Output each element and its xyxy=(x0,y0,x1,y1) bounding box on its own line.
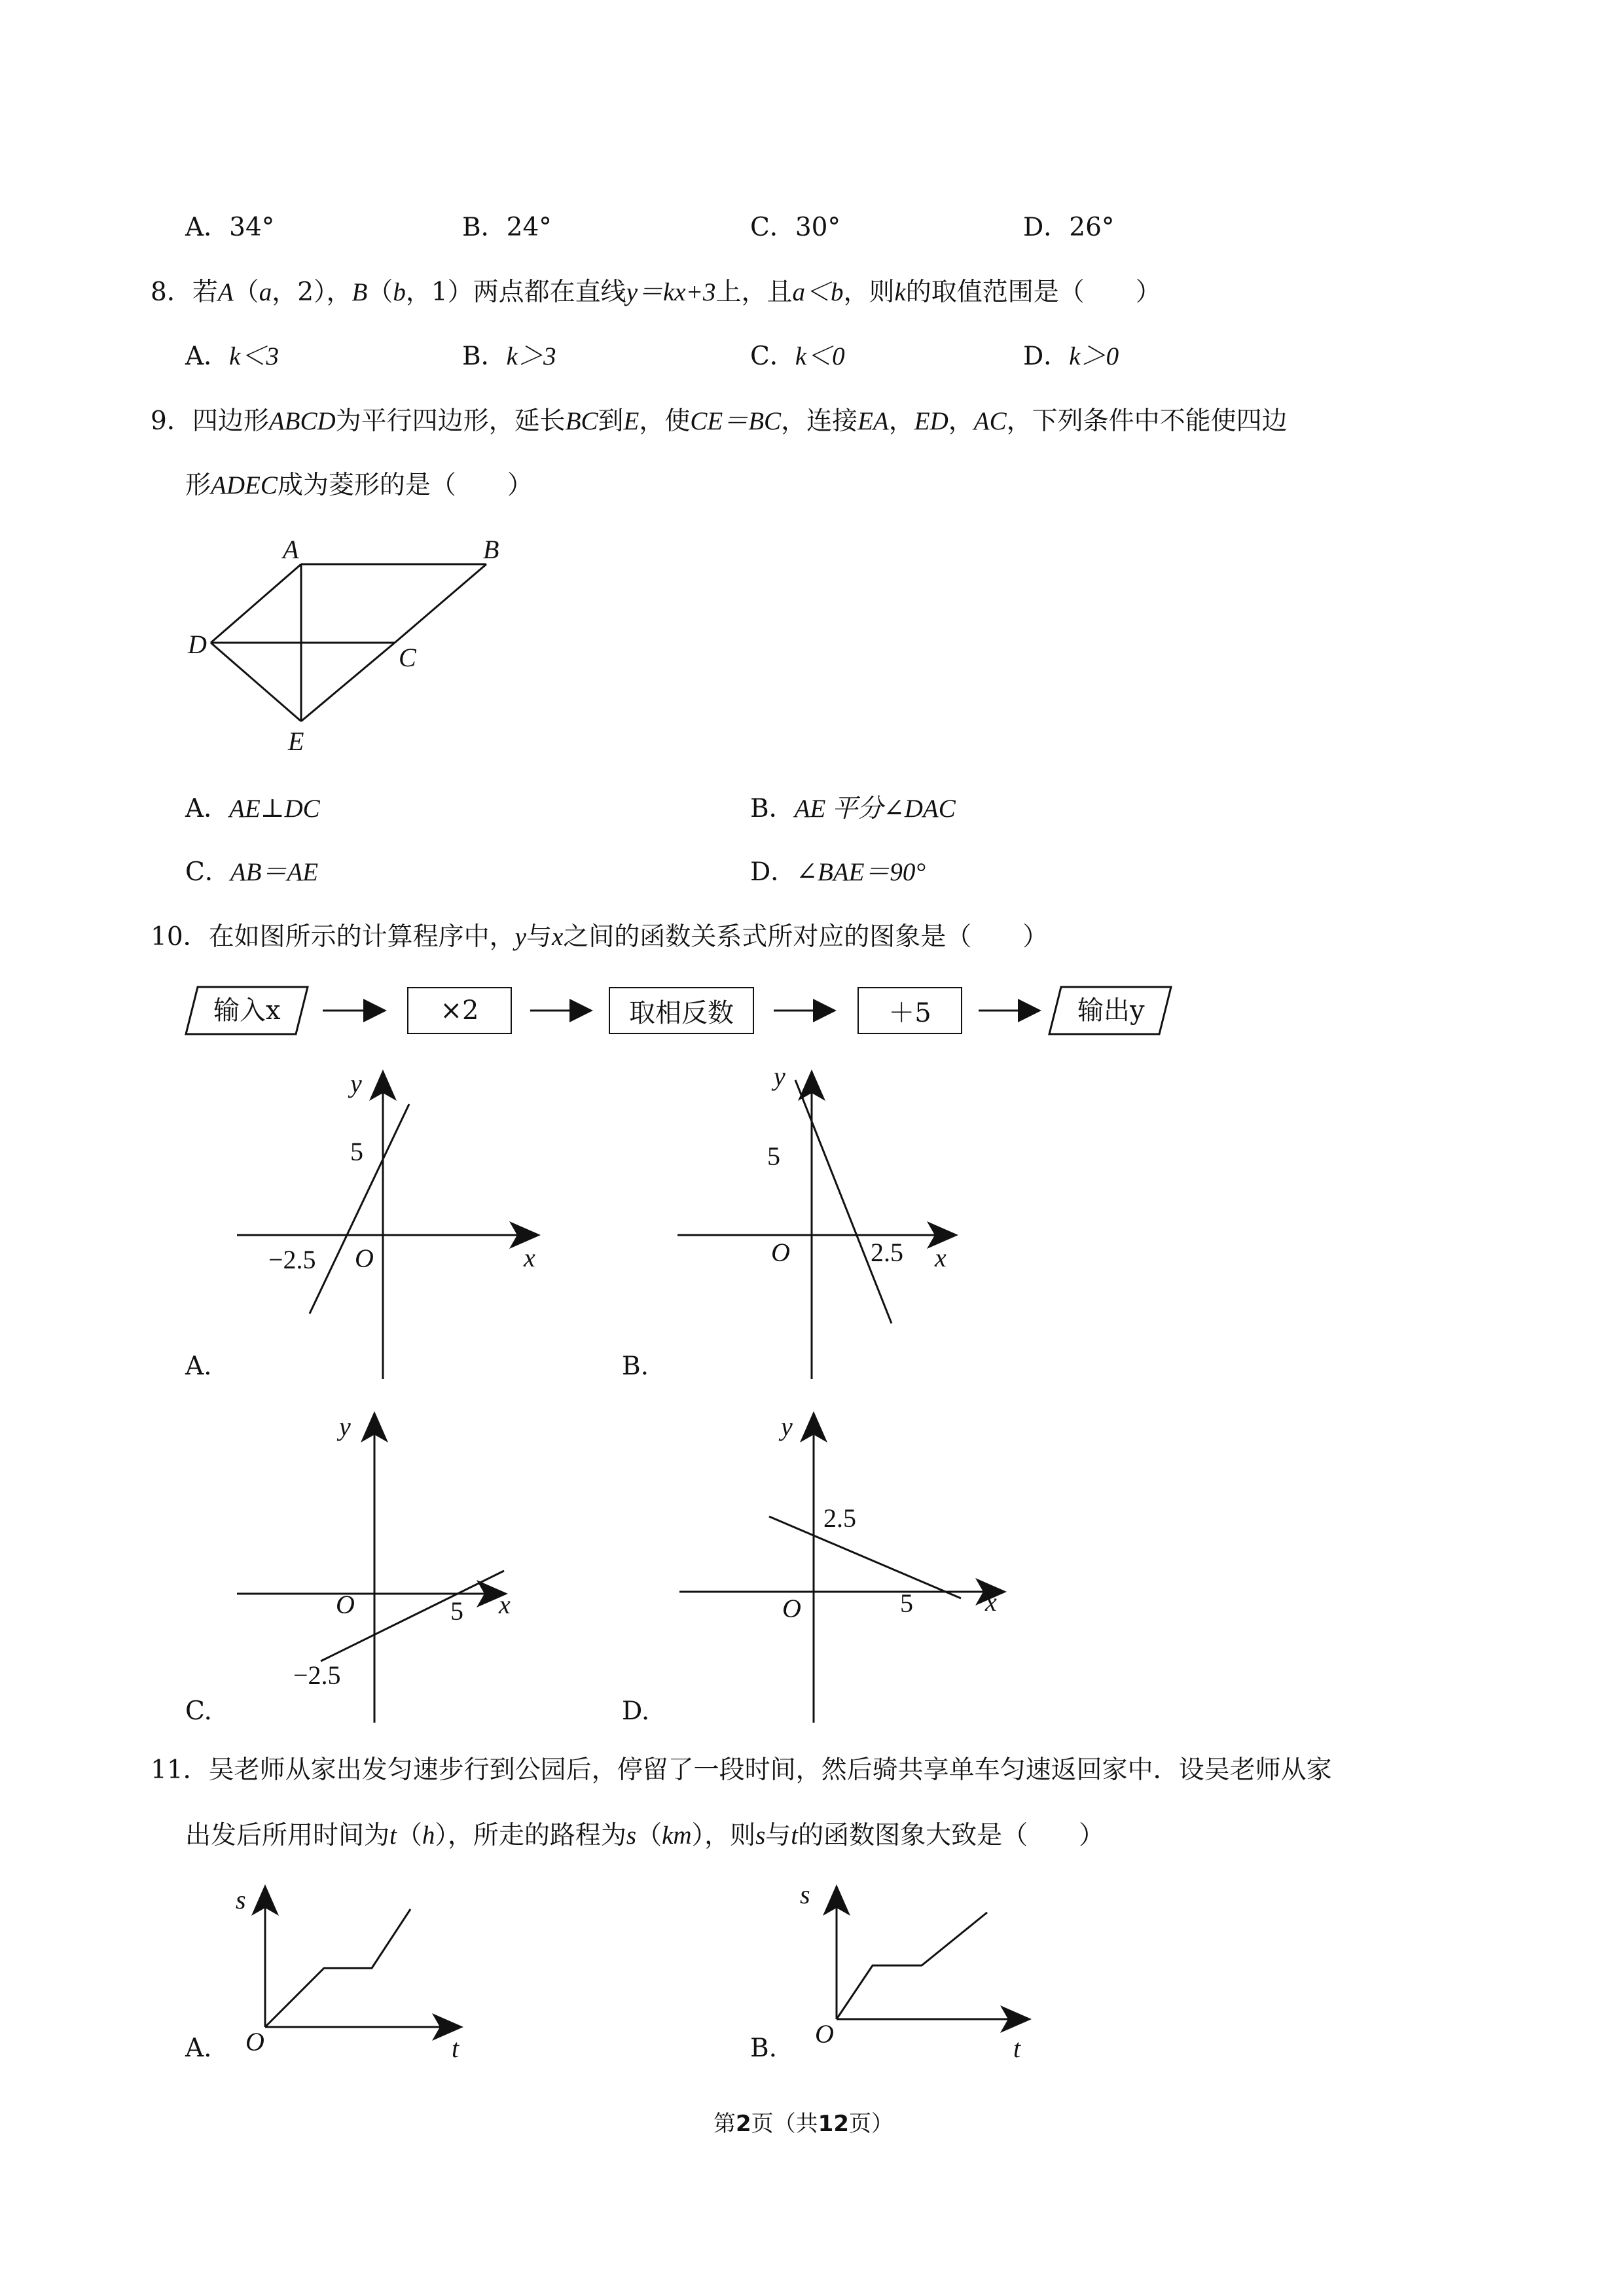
q8-option-c xyxy=(750,344,845,369)
q9-math: ABCD xyxy=(268,407,336,435)
q11-graph-a-letter: A. xyxy=(185,2034,212,2063)
q10-graph-d-label-25: 2.5 xyxy=(823,1503,856,1533)
q11-text: 的函数图象大致是（ ） xyxy=(798,1821,1105,1850)
q7-option-c xyxy=(750,215,840,240)
footer-text: 第 xyxy=(713,2111,736,2137)
q11-graph-b-line xyxy=(837,1912,987,2019)
q11-graph-b-x-label: t xyxy=(1013,2034,1021,2063)
q9-option-b-letter: B． xyxy=(750,794,795,823)
q9-math: ADEC xyxy=(211,471,278,499)
footer-text: 页（共 xyxy=(751,2111,818,2137)
q7-option-d-letter: D． xyxy=(1023,213,1070,242)
q9-text: 四边形 xyxy=(192,406,269,436)
q9-option-a xyxy=(185,796,320,821)
q9-text: 形 xyxy=(185,471,211,500)
q11-text: （ xyxy=(636,1821,662,1850)
q10-graph-c-origin: O xyxy=(336,1590,355,1619)
q9-option-a-text: AE⊥DC xyxy=(229,795,320,823)
q8-text: （ xyxy=(367,278,393,307)
q10-flow-times2: ×2 xyxy=(407,987,512,1034)
q10-graph-a-y-label: y xyxy=(350,1069,362,1098)
q8-text: ，2）， xyxy=(272,278,352,307)
q8-option-c-text: k＜0 xyxy=(795,342,845,370)
q8-text: ，则 xyxy=(843,278,895,307)
q9-text: ，下列条件中不能使四边 xyxy=(1006,406,1288,436)
q10-graph-a-letter: A. xyxy=(185,1352,212,1381)
q11-stem-line2 xyxy=(185,1823,1104,1848)
q9-option-a-letter: A． xyxy=(185,794,230,823)
q7-option-b-text: 24° xyxy=(506,213,552,242)
q10-graph-b-label-5: 5 xyxy=(767,1141,780,1171)
q10-graph-d-letter: D. xyxy=(622,1696,650,1726)
q10-graph-a-x-label: x xyxy=(524,1243,535,1272)
q9-option-b xyxy=(750,796,956,821)
q8-point-a: A xyxy=(217,278,234,306)
q9-label-d: D xyxy=(188,630,207,659)
q10-flow-plus5: ＋5 xyxy=(857,987,962,1034)
q9-seg-bc xyxy=(395,564,486,643)
q7-option-a-text: 34° xyxy=(229,213,275,242)
q9-option-c-text: AB＝AE xyxy=(230,858,319,886)
footer-total-pages: 12 xyxy=(818,2111,849,2137)
q8-option-d-letter: D． xyxy=(1023,342,1070,371)
q10-text: 与 xyxy=(526,922,552,952)
q10-graph-d-y-label: y xyxy=(781,1412,793,1441)
q9-seg-ad xyxy=(211,564,301,643)
q9-label-e: E xyxy=(288,726,304,756)
q10-stem xyxy=(151,924,1048,950)
q10-graph-b-y-label: y xyxy=(774,1062,785,1091)
q9-option-d xyxy=(750,859,926,885)
footer-text: 页） xyxy=(849,2111,893,2137)
q11-math: s xyxy=(626,1821,637,1850)
q10-graph-b-letter: B. xyxy=(622,1352,649,1381)
q8-option-a-text: k＜3 xyxy=(229,342,279,370)
q10-graph-b-line xyxy=(795,1080,892,1323)
q9-option-b-text: AE 平分∠DAC xyxy=(794,795,956,823)
q8-text: （ xyxy=(233,278,259,307)
q11-math: km xyxy=(662,1821,692,1850)
q9-stem-line2 xyxy=(185,473,533,498)
q8-option-c-letter: C． xyxy=(750,342,795,371)
q8-option-b-text: k＞3 xyxy=(506,342,556,370)
q10-graph-b-x-label: x xyxy=(935,1243,947,1272)
footer-page-number: 2 xyxy=(736,2111,751,2137)
q11-graph-a-y-label: s xyxy=(236,1885,246,1914)
q7-option-d-text: 26° xyxy=(1069,213,1115,242)
q11-graph-b-letter: B. xyxy=(750,2034,778,2063)
q7-option-b-letter: B． xyxy=(462,213,507,242)
q9-option-c-letter: C． xyxy=(185,857,230,887)
q8-option-b-letter: B． xyxy=(462,342,507,371)
q8-text: 上，且 xyxy=(715,278,793,307)
q8-option-d xyxy=(1023,344,1119,369)
q11-graph-b-y-label: s xyxy=(800,1880,810,1909)
q10-graph-d-line xyxy=(769,1516,961,1598)
q11-math: t xyxy=(389,1821,397,1850)
q8-option-a xyxy=(185,344,279,369)
q10-text: 在如图所示的计算程序中， xyxy=(208,922,515,952)
q10-graph-a-label-neg25: −2.5 xyxy=(268,1245,316,1274)
q11-math: h xyxy=(422,1821,435,1850)
q8-option-b xyxy=(462,344,556,369)
q11-number: 11． xyxy=(151,1755,209,1785)
q9-text: ，使 xyxy=(639,406,691,436)
q9-math: E xyxy=(623,407,640,435)
q9-text: ，连接 xyxy=(781,406,858,436)
q9-text: 到 xyxy=(598,406,624,436)
q11-text: 出发后所用时间为 xyxy=(185,1821,390,1850)
q9-math: EA xyxy=(857,407,889,435)
q9-label-b: B xyxy=(483,535,499,564)
q8-option-d-text: k＞0 xyxy=(1069,342,1119,370)
q10-text: 之间的函数关系式所对应的图象是（ ） xyxy=(563,922,1049,952)
q10-flow-input: 输入x xyxy=(213,996,281,1026)
q7-option-d xyxy=(1023,215,1114,240)
q9-option-d-text: ∠BAE＝90° xyxy=(796,858,926,886)
q10-graph-a-origin: O xyxy=(355,1244,374,1273)
q8-inequality: a＜b xyxy=(792,278,844,306)
q11-text: 吴老师从家出发匀速步行到公园后，停留了一段时间，然后骑共享单车匀速返回家中．设吴老师从家 xyxy=(208,1755,1332,1785)
q8-text: ，1）两点都在直线 xyxy=(405,278,626,307)
q9-number: 9． xyxy=(151,406,192,436)
q8-var-b: b xyxy=(393,278,406,306)
q7-option-b xyxy=(462,215,552,240)
q10-flow-negate: 取相反数 xyxy=(609,987,754,1034)
q10-graph-c-letter: C. xyxy=(185,1696,212,1726)
q8-equation: y＝kx+3 xyxy=(626,278,716,306)
q8-text: 若 xyxy=(192,278,218,307)
q9-label-a: A xyxy=(283,535,299,564)
q10-graph-b-origin: O xyxy=(771,1238,790,1267)
q9-math: CE＝BC xyxy=(690,407,782,435)
q8-var-a: a xyxy=(259,278,272,306)
q9-seg-ce xyxy=(301,643,395,721)
q10-graph-a-line xyxy=(310,1104,409,1314)
q11-graph-a-x-label: t xyxy=(452,2034,460,2063)
q10-graph-d-label-5: 5 xyxy=(900,1588,913,1618)
q11-graph-a-line xyxy=(265,1909,410,2027)
q9-text: 为平行四边形，延长 xyxy=(335,406,566,436)
q11-text: ），则 xyxy=(691,1821,756,1850)
q11-stem-line1 xyxy=(151,1757,1332,1783)
q7-option-a-letter: A． xyxy=(185,213,230,242)
q10-var-x: x xyxy=(551,923,564,951)
q10-flow-output: 输出y xyxy=(1077,996,1145,1026)
q10-graph-d-origin: O xyxy=(782,1594,801,1623)
q10-graph-c-label-neg25: −2.5 xyxy=(293,1660,341,1690)
q8-option-a-letter: A． xyxy=(185,342,230,371)
q10-graph-a-label-5: 5 xyxy=(350,1137,363,1166)
q8-stem xyxy=(151,279,1161,305)
q9-math: ED xyxy=(914,407,948,435)
q9-option-d-letter: D． xyxy=(750,857,797,887)
q10-graph-c-y-label: y xyxy=(339,1412,351,1441)
q8-text: 的取值范围是（ ） xyxy=(905,278,1161,307)
q7-option-c-text: 30° xyxy=(795,213,840,242)
q11-text: （ xyxy=(396,1821,422,1850)
q11-math: t xyxy=(791,1821,799,1850)
page-footer xyxy=(713,2113,893,2135)
q10-number: 10． xyxy=(151,922,209,952)
q9-label-c: C xyxy=(399,643,416,672)
q10-graph-c-x-label: x xyxy=(499,1590,511,1619)
q10-graph-c-label-5: 5 xyxy=(450,1596,463,1626)
q9-seg-de xyxy=(211,643,301,721)
q10-graph-d-x-label: x xyxy=(985,1587,997,1617)
q8-point-b: B xyxy=(352,278,368,306)
q9-stem-line1 xyxy=(151,408,1288,434)
q7-option-a xyxy=(185,215,274,240)
q9-text: 成为菱形的是（ ） xyxy=(277,471,533,500)
q9-option-c xyxy=(185,859,318,885)
q11-graph-a-origin: O xyxy=(245,2027,264,2056)
q10-var-y: y xyxy=(514,923,526,951)
q8-var-k: k xyxy=(894,278,906,306)
q11-text: 与 xyxy=(765,1821,791,1850)
q10-graph-b-label-25: 2.5 xyxy=(871,1238,903,1267)
q11-math: s xyxy=(755,1821,766,1850)
q11-graph-b-origin: O xyxy=(815,2019,834,2049)
q8-number: 8． xyxy=(151,278,192,307)
q9-math: AC xyxy=(973,407,1007,435)
q9-text: ， xyxy=(948,406,974,436)
q11-text: ），所走的路程为 xyxy=(435,1821,626,1850)
q9-text: ， xyxy=(888,406,914,436)
q9-math: BC xyxy=(565,407,598,435)
q7-option-c-letter: C． xyxy=(750,213,795,242)
